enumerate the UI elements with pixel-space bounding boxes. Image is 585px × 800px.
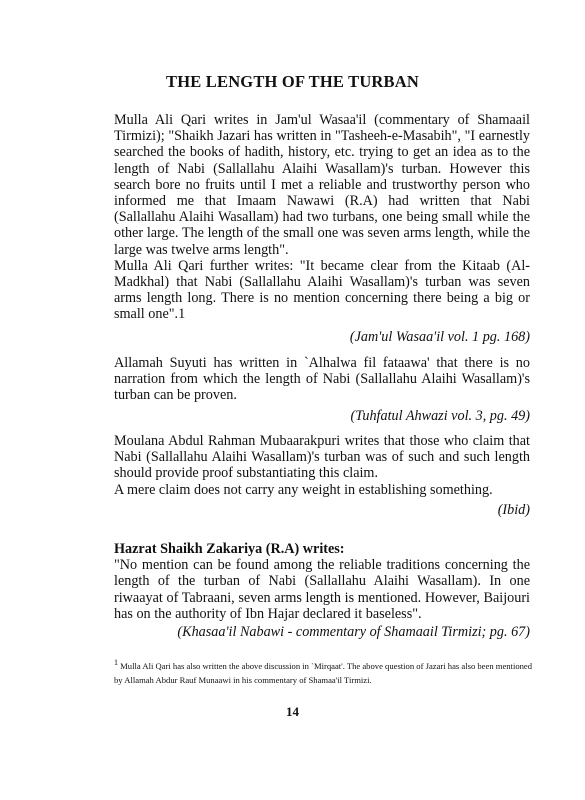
paragraph: Mulla Ali Qari further writes: "It became clear from the Kitaab (Al-Madkhal) that Nabi (Sallallahu Alaihi Wasallam)'s turban was seven arms length long. There is no mention concerning there being a big or small one".1 [114, 257, 530, 323]
footnote-marker: 1 [114, 658, 118, 667]
page-title: THE LENGTH OF THE TURBAN [166, 72, 419, 91]
citation: (Ibid) [497, 501, 530, 518]
section-heading: Hazrat Shaikh Zakariya (R.A) writes: [114, 541, 345, 557]
section-mulla-ali-qari [114, 112, 530, 345]
footnote [114, 656, 534, 687]
citation: (Tuhfatul Ahwazi vol. 3, pg. 49) [350, 407, 530, 424]
citation: (Khasaa'il Nabawi - commentary of Shamaail Tirmizi; pg. 67) [177, 624, 530, 641]
paragraph: Moulana Abdul Rahman Mubaarakpuri writes that those who claim that Nabi (Sallallahu Alaihi Wasallam)'s turban was of such and such length should provide proof substantiating this claim. [114, 433, 530, 482]
section-allamah-suyuti [114, 355, 530, 424]
footnote-text: Mulla Ali Qari has also written the above discussion in `Mirqaat'. The above question of Jazari has also been mentioned by Allamah Abdur Rauf Munaawi in his commentary of Shamaa'il Tirmizi. [114, 660, 533, 685]
section-shaikh-zakariya [114, 541, 530, 640]
paragraph: Mulla Ali Qari writes in Jam'ul Wasaa'il (commentary of Shamaail Tirmizi); "Shaikh Jazari has written in "Tasheeh-e-Masabih", "I earnestly searched the books of hadith, history, etc. trying to get an idea as to the length of Nabi (Sallallahu Alaihi Wasallam)'s turban. However this search bore no fruits until I met a reliable and trustworthy person who informed me that Imaam Nawawi (R.A) had written that Nabi (Sallallahu Alaihi Wasallam) had two turbans, one being small while the other large. The length of the small one was seven arms length, while the large was twelve arms length". [114, 112, 530, 258]
paragraph: A mere claim does not carry any weight in establishing something. [114, 481, 493, 498]
section-mubaarakpuri [114, 433, 530, 518]
citation: (Jam'ul Wasaa'il vol. 1 pg. 168) [349, 328, 530, 345]
paragraph: "No mention can be found among the reliable traditions concerning the length of the turban of Nabi (Sallallahu Alaihi Wasallam). In one riwaayat of Tabraani, seven arms length is mentioned. However, Baijouri has on the authority of Ibn Hajar declared it baseless". [114, 557, 530, 622]
page-number: 14 [286, 704, 299, 719]
paragraph: Allamah Suyuti has written in `Alhalwa fil fataawa' that there is no narration from which the length of Nabi (Sallallahu Alaihi Wasallam)'s turban can be proven. [114, 355, 530, 404]
